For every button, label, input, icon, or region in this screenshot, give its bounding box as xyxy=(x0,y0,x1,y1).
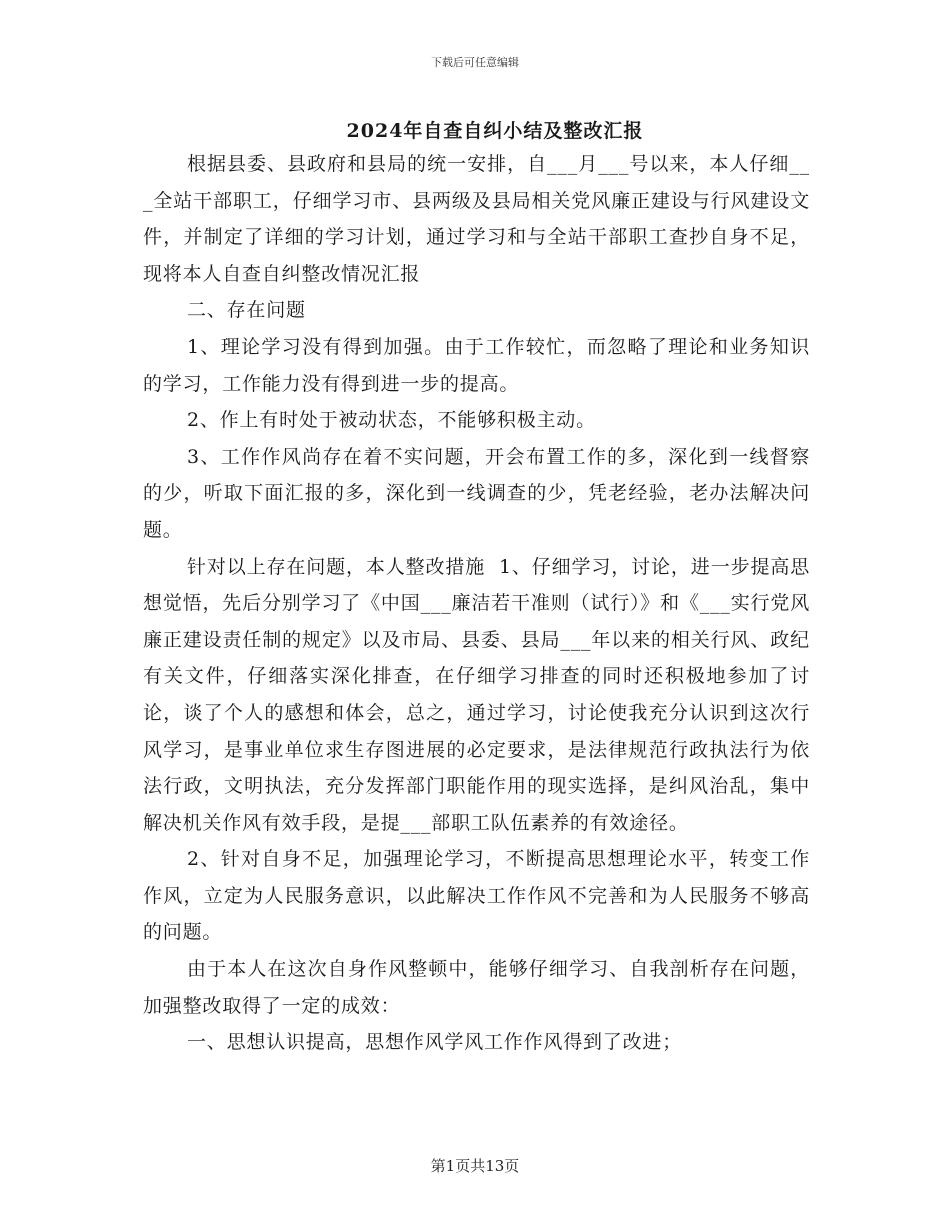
measures-paragraph: 针对以上存在问题，本人整改措施 1、仔细学习，讨论，进一步提高思想觉悟，先后分别学习了《中国___廉洁若干准则（试行）》和《___实行党风廉正建设责任制的规定》以及市局、县委、县局___年以来的相关行风、政纪有关文件，仔细落实深化排查，在仔细学习排查的同时还积极地参加了讨论，谈了个人的感想和体会，总之，通过学习，讨论使我充分认识到这次行风学习，是事业单位求生存图进展的必定要求，是法律规范行政执法行为依法行政，文明执法，充分发挥部门职能作用的现实选择，是纠风治乱，集中解决机关作风有效手段，是提___部职工队伍素养的有效途径。 xyxy=(143,555,810,834)
section-heading-problems: 二、存在问题 xyxy=(187,299,306,322)
results-paragraph: 由于本人在这次自身作风整顿中，能够仔细学习、自我剖析存在问题，加强整改取得了一定的成效： xyxy=(143,958,810,1017)
document-body xyxy=(143,146,810,1061)
page-number: 第1页共13页 xyxy=(430,1157,520,1175)
document-title: 2024年自查自纠小结及整改汇报 xyxy=(346,120,644,142)
header-note: 下载后可任意编辑 xyxy=(431,56,519,69)
measure-item-2: 2、针对自身不足，加强理论学习，不断提高思想理论水平，转变工作作风，立定为人民服务意识，以此解决工作作风不完善和为人民服务不够高的问题。 xyxy=(143,848,810,944)
problem-item-3: 3、工作作风尚存在着不实问题，开会布置工作的多，深化到一线督察的少，听取下面汇报的多，深化到一线调查的少，凭老经验，老办法解决问题。 xyxy=(143,445,810,541)
intro-paragraph: 根据县委、县政府和县局的统一安排，自___月___号以来，本人仔细___全站干部职工，仔细学习市、县两级及县局相关党风廉正建设与行风建设文件，并制定了详细的学习计划，通过学习和与全站干部职工查抄自身不足，现将本人自查自纠整改情况汇报 xyxy=(143,153,810,285)
problem-item-2: 2、作上有时处于被动状态，不能够积极主动。 xyxy=(187,409,596,432)
problem-item-1: 1、理论学习没有得到加强。由于工作较忙，而忽略了理论和业务知识的学习，工作能力没有得到进一步的提高。 xyxy=(143,335,810,395)
result-item-1: 一、思想认识提高，思想作风学风工作作风得到了改进； xyxy=(187,1031,683,1054)
